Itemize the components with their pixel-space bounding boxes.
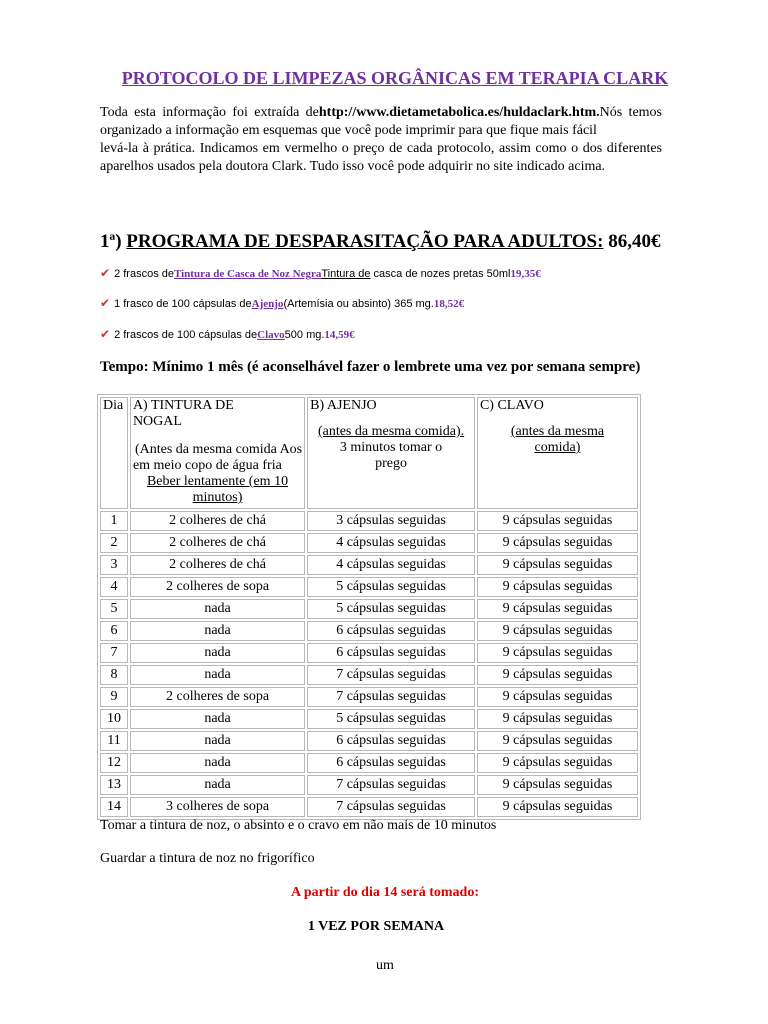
trailing-text: um [376, 958, 394, 973]
cell-nogal: 2 colheres de chá [130, 511, 305, 531]
cell-nogal: 2 colheres de sopa [130, 687, 305, 707]
cell-ajenjo: 4 cápsulas seguidas [307, 555, 475, 575]
cell-day: 11 [100, 731, 128, 751]
item-price: 14,59€ [324, 329, 355, 341]
item-price: 18,52€ [433, 298, 465, 310]
table-row [100, 709, 638, 729]
cell-nogal: 2 colheres de sopa [130, 577, 305, 597]
cell-clavo: 9 cápsulas seguidas [477, 577, 638, 597]
table-row [100, 511, 638, 531]
intro-line-4: aparelhos usados pela doutora Clark. Tudo isso você pode adquirir no site indicado acima. [100, 159, 606, 174]
cell-clavo: 9 cápsulas seguidas [477, 665, 638, 685]
product-link[interactable]: Tintura de Casca de Noz Negra [173, 268, 322, 280]
cell-clavo: 9 cápsulas seguidas [477, 753, 638, 773]
cell-day: 5 [100, 599, 128, 619]
checkmark-icon: ✔ [100, 266, 111, 280]
header-column-c: C) CLAVO (antes da mesma comida) [477, 397, 638, 509]
cell-clavo: 9 cápsulas seguidas [477, 555, 638, 575]
cell-nogal: nada [130, 753, 305, 773]
table-row [100, 775, 638, 795]
cell-ajenjo: 6 cápsulas seguidas [307, 621, 475, 641]
cell-day: 9 [100, 687, 128, 707]
intro-line-1: Toda esta informação foi extraída dehttp://www.dietametabolica.es/huldaclark.htm.Nós temos [100, 105, 662, 120]
cell-day: 7 [100, 643, 128, 663]
cell-day: 8 [100, 665, 128, 685]
cell-clavo: 9 cápsulas seguidas [477, 731, 638, 751]
header-column-a: A) TINTURA DE NOGAL (Antes da mesma comida Aos em meio copo de água fria Beber lentamente (em 10 minutos) [130, 397, 305, 509]
cell-clavo: 9 cápsulas seguidas [477, 709, 638, 729]
header-day: Dia [100, 397, 128, 509]
cell-nogal: nada [130, 665, 305, 685]
cell-nogal: 2 colheres de chá [130, 533, 305, 553]
cell-nogal: 3 colheres de sopa [130, 797, 305, 817]
cell-day: 1 [100, 511, 128, 531]
cell-day: 14 [100, 797, 128, 817]
cell-day: 13 [100, 775, 128, 795]
table-row [100, 797, 638, 817]
item-price: 19,35€ [510, 268, 541, 280]
cell-ajenjo: 7 cápsulas seguidas [307, 687, 475, 707]
dosage-table [97, 394, 641, 820]
intro-line-2: organizado a informação em esquemas que você pode imprimir para que fique mais fácil [100, 123, 597, 138]
cell-clavo: 9 cápsulas seguidas [477, 533, 638, 553]
cell-day: 4 [100, 577, 128, 597]
cell-day: 6 [100, 621, 128, 641]
cell-nogal: nada [130, 621, 305, 641]
table-row [100, 643, 638, 663]
cell-nogal: 2 colheres de chá [130, 555, 305, 575]
header-column-b: B) AJENJO (antes da mesma comida). 3 minutos tomar o prego [307, 397, 475, 509]
table-row [100, 555, 638, 575]
table-header-row [100, 397, 638, 509]
table-row [100, 731, 638, 751]
list-item: ✔ 2 frascos deTintura de Casca de Noz NegraTintura de casca de nozes pretas 50ml19,35€ [100, 266, 541, 280]
cell-nogal: nada [130, 709, 305, 729]
cell-ajenjo: 4 cápsulas seguidas [307, 533, 475, 553]
program-heading: 1ª) PROGRAMA DE DESPARASITAÇÃO PARA ADULTOS: 86,40€ [100, 231, 661, 252]
cell-day: 2 [100, 533, 128, 553]
table-row [100, 577, 638, 597]
cell-nogal: nada [130, 643, 305, 663]
cell-ajenjo: 5 cápsulas seguidas [307, 599, 475, 619]
cell-ajenjo: 7 cápsulas seguidas [307, 665, 475, 685]
cell-ajenjo: 6 cápsulas seguidas [307, 753, 475, 773]
program-price: 86,40€ [603, 231, 661, 252]
cell-ajenjo: 7 cápsulas seguidas [307, 797, 475, 817]
red-notice: A partir do dia 14 será tomado: [291, 885, 479, 900]
checkmark-icon: ✔ [100, 296, 111, 310]
table-row [100, 621, 638, 641]
cell-nogal: nada [130, 731, 305, 751]
intro-paragraph [100, 104, 662, 176]
cell-day: 10 [100, 709, 128, 729]
cell-clavo: 9 cápsulas seguidas [477, 599, 638, 619]
checkmark-icon: ✔ [100, 327, 111, 341]
cell-clavo: 9 cápsulas seguidas [477, 621, 638, 641]
cell-ajenjo: 6 cápsulas seguidas [307, 731, 475, 751]
table-row [100, 665, 638, 685]
table-row [100, 687, 638, 707]
week-notice: 1 VEZ POR SEMANA [307, 919, 445, 934]
cell-ajenjo: 6 cápsulas seguidas [307, 643, 475, 663]
intro-url[interactable]: http://www.dietametabolica.es/huldaclark.htm. [318, 105, 600, 120]
list-item: ✔ 2 frascos de 100 cápsulas deClavo500 mg.14,59€ [100, 327, 355, 341]
footer-note-1: Tomar a tintura de noz, o absinto e o cravo em não mais de 10 minutos [100, 818, 497, 833]
cell-ajenjo: 3 cápsulas seguidas [307, 511, 475, 531]
cell-ajenjo: 5 cápsulas seguidas [307, 577, 475, 597]
cell-clavo: 9 cápsulas seguidas [477, 643, 638, 663]
footer-note-2: Guardar a tintura de noz no frigorífico [100, 851, 315, 866]
cell-ajenjo: 5 cápsulas seguidas [307, 709, 475, 729]
cell-nogal: nada [130, 775, 305, 795]
cell-clavo: 9 cápsulas seguidas [477, 511, 638, 531]
cell-nogal: nada [130, 599, 305, 619]
duration-note: Tempo: Mínimo 1 mês (é aconselhável fazer o lembrete uma vez por semana sempre) [100, 359, 641, 375]
program-title: PROGRAMA DE DESPARASITAÇÃO PARA ADULTOS: [126, 231, 604, 252]
cell-day: 12 [100, 753, 128, 773]
cell-clavo: 9 cápsulas seguidas [477, 797, 638, 817]
cell-clavo: 9 cápsulas seguidas [477, 687, 638, 707]
list-item: ✔ 1 frasco de 100 cápsulas deAjenjo(Artemísia ou absinto) 365 mg.18,52€ [100, 296, 465, 310]
intro-line-3: levá-la à prática. Indicamos em vermelho o preço de cada protocolo, assim como o dos diferentes [100, 141, 662, 156]
product-link[interactable]: Clavo [257, 329, 285, 341]
cell-day: 3 [100, 555, 128, 575]
table-row [100, 753, 638, 773]
table-row [100, 533, 638, 553]
product-link[interactable]: Ajenjo [251, 298, 284, 310]
table-row [100, 599, 638, 619]
cell-ajenjo: 7 cápsulas seguidas [307, 775, 475, 795]
page-title: PROTOCOLO DE LIMPEZAS ORGÂNICAS EM TERAPIA CLARK [121, 68, 669, 88]
cell-clavo: 9 cápsulas seguidas [477, 775, 638, 795]
